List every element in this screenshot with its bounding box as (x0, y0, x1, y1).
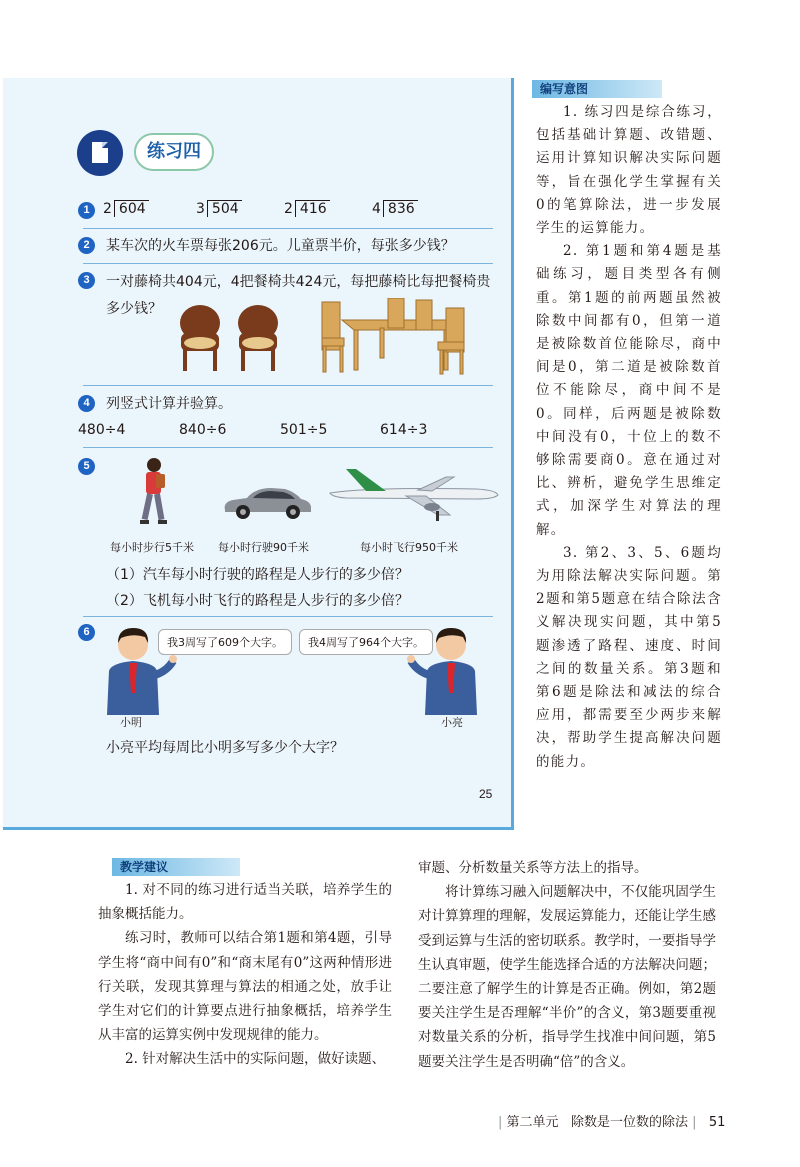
name-xiaoliang: 小亮 (441, 716, 463, 729)
intent-paragraph-2: 2. 第1题和第4题是基础练习，题目类型各有侧重。第1题的前两题虽然被除数中间都有0，但第一道是被除数首位能除尽，商中间是0，第二道是被除数首位不能除尽，商中间不是0。同样，后两题是被除数中间没有0，十位上的数不够除需要商0。意在通过对比、辨析，避免学生思维定式，加深学生对算法的理解。 (536, 243, 722, 538)
divider (83, 447, 493, 448)
exercise-title: 练习四 (134, 133, 214, 171)
intent-paragraph-3: 3. 第2、3、5、6题均为用除法解决实际问题。第2题和第5题意在结合除法含义解决现实问题，其中第5题渗透了路程、速度、时间之间的数量关系。第3题和第6题是除法和减法的综合应用，都需要至少两步来解决，帮助学生提高解决问题的能力。 (536, 544, 722, 770)
exercise-document-icon (77, 130, 123, 176)
page-footer: | 第二单元 除数是一位数的除法 | 51 (498, 1115, 726, 1130)
division-4: 4 836 (372, 201, 418, 217)
airplane-illustration (326, 463, 501, 523)
divider (83, 385, 493, 386)
calculation-4: 614÷3 (380, 422, 428, 438)
question-number-4: 4 (78, 395, 95, 412)
name-xiaoming: 小明 (120, 716, 142, 729)
intent-text (536, 101, 722, 774)
question-number-5: 5 (78, 458, 95, 475)
footer-unit: 第二单元 (506, 1115, 559, 1130)
question-number-3: 3 (78, 272, 95, 289)
intent-paragraph-1: 1. 练习四是综合练习，包括基础计算题、改错题、运用计算知识解决实际问题等，旨在强化学生掌握有关0的笔算除法，进一步发展学生的运算能力。 (536, 104, 722, 237)
question-number-2: 2 (78, 237, 95, 254)
teaching-paragraph-1: 1. 对不同的练习进行适当关联，培养学生的抽象概括能力。 (98, 882, 392, 923)
divider (83, 263, 493, 264)
division-3: 2 416 (284, 201, 330, 217)
textbook-page-number: 25 (479, 787, 493, 801)
divider (83, 228, 493, 229)
calculation-3: 501÷5 (280, 422, 328, 438)
footer-page-number: 51 (708, 1115, 726, 1130)
question-2-text: 某车次的火车票每张206元。儿童票半价，每张多少钱？ (106, 238, 455, 254)
question-3-line-1: 一对藤椅共404元，4把餐椅共424元，每把藤椅比每把餐椅贵 (106, 274, 491, 290)
caption-walking: 每小时步行5千米 (110, 541, 194, 554)
question-4-text: 列竖式计算并验算。 (106, 396, 232, 412)
walking-boy-illustration (134, 456, 170, 532)
question-5-sub-2: （2）飞机每小时飞行的路程是人步行的多少倍？ (106, 593, 409, 609)
textbook-page (3, 78, 514, 830)
speech-bubble-xiaoming: 我3周写了609个大字。 (158, 629, 292, 655)
caption-car: 每小时行驶90千米 (218, 541, 309, 554)
calculation-2: 840÷6 (179, 422, 227, 438)
teaching-heading: 教学建议 (112, 858, 240, 876)
car-illustration (221, 484, 313, 520)
divider (83, 616, 493, 617)
rattan-chairs-illustration (175, 303, 285, 375)
xiaoming-illustration (103, 623, 179, 715)
teaching-paragraph-2: 练习时，教师可以结合第1题和第4题，引导学生将“商中间有0”和“商末尾有0”这两种情形进行关联，发现其算理与算法的相通之处，放手让学生对它们的计算要点进行抽象概括，培养学生从丰富的运算实例中发现规律的能力。 (98, 930, 392, 1044)
speech-bubble-xiaoliang: 我4周写了964个大字。 (299, 629, 433, 655)
teaching-left-column (98, 878, 392, 1072)
teaching-continuation: 审题、分析数量关系等方法上的指导。 (418, 860, 648, 876)
calculation-1: 480÷4 (78, 422, 126, 438)
question-number-1: 1 (78, 202, 95, 219)
caption-airplane: 每小时飞行950千米 (360, 541, 458, 554)
teaching-paragraph-4: 将计算练习融入问题解决中，不仅能巩固学生对计算算理的理解，发展运算能力，还能让学生感受到运算与生活的密切联系。教学时，一要指导学生认真审题，使学生能选择合适的方法解决问题；二要注意了解学生的计算是否正确。例如，第2题要关注学生是否理解“半价”的含义，第3题要重视对数量关系的分析，指导学生找准中间问题，第5题要关注学生是否明确“倍”的含义。 (418, 884, 716, 1070)
teaching-paragraph-3: 2. 针对解决生活中的实际问题，做好读题、 (125, 1051, 386, 1068)
xiaoliang-illustration (405, 623, 481, 715)
division-1: 2 604 (103, 201, 149, 217)
division-2: 3 504 (196, 201, 242, 217)
footer-chapter: 除数是一位数的除法 (570, 1115, 688, 1130)
question-5-sub-1: （1）汽车每小时行驶的路程是人步行的多少倍？ (106, 567, 409, 583)
intent-heading: 编写意图 (532, 80, 662, 98)
dining-table-chairs-illustration (320, 298, 470, 376)
question-6-text: 小亮平均每周比小明多写多少个大字？ (106, 740, 344, 756)
teaching-right-column (418, 856, 716, 1074)
question-3-line-2: 多少钱？ (106, 301, 162, 317)
question-number-6: 6 (78, 624, 95, 641)
